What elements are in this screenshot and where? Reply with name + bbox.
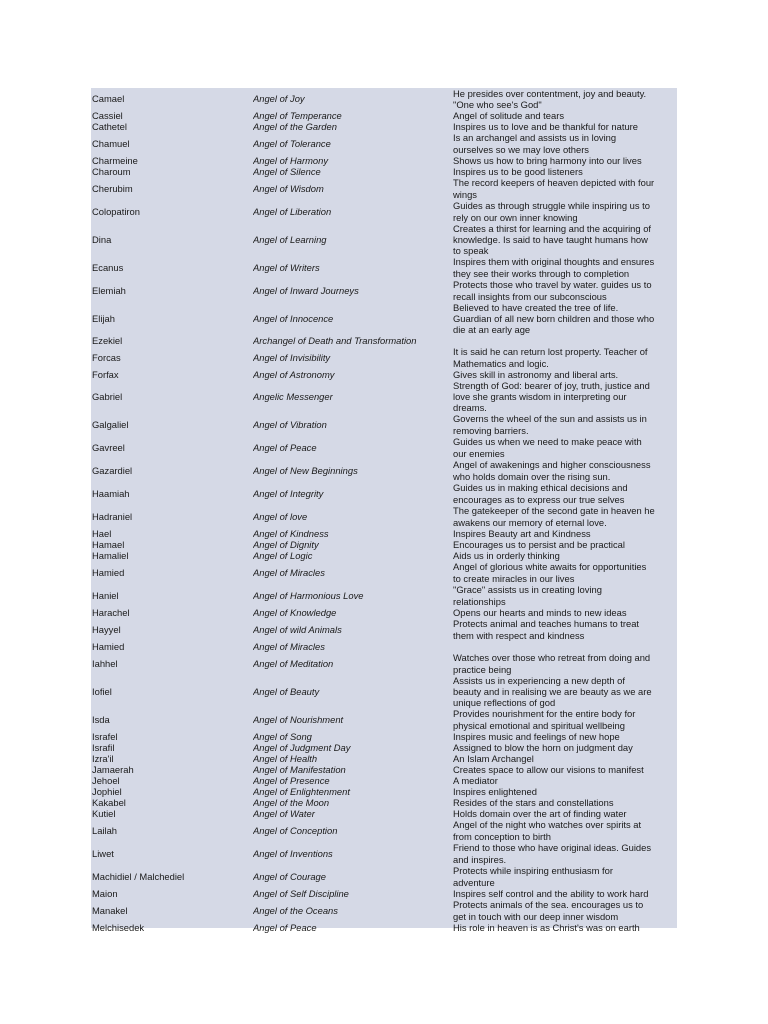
angel-description: Strength of God: bearer of joy, truth, justice and love she grants wisdom in interpreting our dreams. — [453, 380, 650, 413]
angel-description: Resides of the stars and constellations — [453, 797, 614, 808]
angel-name: Elijah — [92, 312, 115, 324]
angel-title: Angel of wild Animals — [253, 623, 342, 635]
table-row — [91, 436, 677, 459]
table-row — [91, 888, 677, 899]
table-row — [91, 539, 677, 550]
angel-name: Isda — [92, 713, 110, 725]
angel-description: It is said he can return lost property. Teacher of Mathematics and logic. — [453, 346, 648, 369]
angel-description: He presides over contentment, joy and beauty. "One who see's God" — [453, 88, 647, 110]
angel-title: Angel of Writers — [253, 261, 320, 273]
angel-title: Angel of the Moon — [253, 797, 330, 808]
angel-title: Angel of Wisdom — [253, 182, 324, 194]
angel-title: Angel of Logic — [253, 550, 313, 561]
table-row — [91, 369, 677, 380]
angel-title: Angel of Meditation — [253, 657, 334, 669]
angel-name: Jamaerah — [92, 764, 134, 775]
table-row — [91, 155, 677, 166]
angel-name: Haniel — [92, 589, 119, 601]
angel-description: Guides us in making ethical decisions and encourages as to express our true selves — [453, 482, 628, 505]
angel-title: Angel of Judgment Day — [253, 742, 351, 753]
table-row — [91, 346, 677, 369]
angel-title: Angel of Dignity — [253, 539, 319, 550]
angel-description: Inspires self control and the ability to work hard — [453, 888, 649, 899]
table-row — [91, 819, 677, 842]
table-row — [91, 132, 677, 155]
angel-description: Holds domain over the art of finding water — [453, 808, 627, 819]
table-row — [91, 742, 677, 753]
angel-name: Kakabel — [92, 797, 126, 808]
table-row — [91, 842, 677, 865]
table-row — [91, 899, 677, 922]
table-row — [91, 641, 677, 652]
angel-title: Angel of Tolerance — [253, 137, 331, 149]
angel-description: Inspires Beauty art and Kindness — [453, 528, 591, 539]
angel-description: Assists us in experiencing a new depth of beauty and in realising we are beauty as we are unique reflections of god — [453, 675, 652, 708]
angel-name: Izra'il — [92, 753, 114, 764]
table-row — [91, 528, 677, 539]
angel-description: Encourages us to persist and be practical — [453, 539, 625, 550]
angel-description: "Grace" assists us in creating loving relationships — [453, 584, 602, 607]
angel-title: Angel of Presence — [253, 775, 330, 786]
angel-description: Protects animal and teaches humans to treat them with respect and kindness — [453, 618, 640, 641]
table-row — [91, 865, 677, 888]
table-row — [91, 797, 677, 808]
angel-name: Hadraniel — [92, 510, 133, 522]
angel-name: Cathetel — [92, 121, 127, 132]
angel-name: Haamiah — [92, 487, 130, 499]
angel-description: Creates a thirst for learning and the acquiring of knowledge. Is said to have taught humans how to speak — [453, 223, 652, 256]
table-row — [91, 550, 677, 561]
angel-name: Cherubim — [92, 182, 133, 194]
angel-title: Angel of Peace — [253, 441, 317, 453]
angel-title: Angel of Enlightenment — [253, 786, 350, 797]
angel-title: Angel of Invisibility — [253, 351, 331, 363]
angel-name: Jehoel — [92, 775, 120, 786]
angel-description: Inspires us to love and be thankful for nature — [453, 121, 639, 132]
angel-description: Angel of awakenings and higher consciousness who holds domain over the rising sun. — [453, 459, 651, 482]
angel-name: Jophiel — [92, 786, 122, 797]
angel-description: Watches over those who retreat from doing and practice being — [453, 652, 651, 675]
angel-description: Aids us in orderly thinking — [453, 550, 560, 561]
angel-description: Inspires them with original thoughts and ensures they see their works through to completion — [453, 256, 655, 279]
angel-title: Angel of Silence — [253, 166, 321, 177]
table-row — [91, 808, 677, 819]
angel-title: Angel of Harmony — [253, 155, 329, 166]
angel-title: Angel of Integrity — [253, 487, 324, 499]
table-row — [91, 335, 677, 346]
angel-title: Angel of Inward Journeys — [253, 284, 359, 296]
angel-name: Hayyel — [92, 623, 121, 635]
angel-name: Melchisedek — [92, 922, 145, 933]
table-row — [91, 177, 677, 200]
angel-name: Hamael — [92, 539, 125, 550]
angel-description: Friend to those who have original ideas. Guides and inspires. — [453, 842, 652, 865]
angel-title: Angel of Kindness — [253, 528, 329, 539]
angel-name: Manakel — [92, 904, 128, 916]
angel-title: Angel of Manifestation — [253, 764, 346, 775]
table-row — [91, 607, 677, 618]
table-row — [91, 121, 677, 132]
table-row — [91, 675, 677, 708]
table-row — [91, 764, 677, 775]
angel-description: Assigned to blow the horn on judgment day — [453, 742, 633, 753]
table-row — [91, 786, 677, 797]
angel-description: Gives skill in astronomy and liberal arts. — [453, 369, 619, 380]
angel-title: Angel of Temperance — [253, 110, 342, 121]
table-row — [91, 482, 677, 505]
angel-name: Gabriel — [92, 390, 123, 402]
table-row — [91, 302, 677, 335]
table-row — [91, 88, 677, 110]
angel-name: Israfel — [92, 731, 118, 742]
table-row — [91, 413, 677, 436]
angel-title: Angel of Peace — [253, 922, 317, 933]
angel-description: Opens our hearts and minds to new ideas — [453, 607, 627, 618]
table-row — [91, 166, 677, 177]
angel-name: Liwet — [92, 847, 114, 859]
angel-table — [91, 88, 677, 933]
table-row — [91, 922, 677, 933]
angel-name: Harachel — [92, 607, 130, 618]
angel-title: Angel of Song — [253, 731, 312, 742]
table-row — [91, 380, 677, 413]
angel-description: Angel of the night who watches over spirits at from conception to birth — [453, 819, 642, 842]
angel-description: The record keepers of heaven depicted with four wings — [453, 177, 655, 200]
table-body — [91, 88, 677, 933]
angel-title: Angel of Knowledge — [253, 607, 337, 618]
angel-description: Angel of solitude and tears — [453, 110, 565, 121]
table-row — [91, 110, 677, 121]
angel-title: Archangel of Death and Transformation — [253, 335, 417, 346]
angel-name: Machidiel / Malchediel — [92, 870, 185, 882]
table-row — [91, 708, 677, 731]
angel-description: Shows us how to bring harmony into our lives — [453, 155, 642, 166]
angel-title: Angel of love — [253, 510, 308, 522]
angel-description: Is an archangel and assists us in loving ourselves so we may love others — [453, 132, 617, 155]
table-row — [91, 618, 677, 641]
angel-name: Lailah — [92, 824, 118, 836]
angel-name: Galgaliel — [92, 418, 129, 430]
angel-description: Protects those who travel by water. guides us to recall insights from our subconscious — [453, 279, 652, 302]
angel-name: Israfil — [92, 742, 115, 753]
angel-name: Hael — [92, 528, 112, 539]
angel-name: Camael — [92, 93, 125, 105]
angel-description: Guides as through struggle while inspiring us to rely on our own inner knowing — [453, 200, 650, 223]
angel-description: Inspires enlightened — [453, 786, 537, 797]
angel-description: Guides us when we need to make peace with our enemies — [453, 436, 642, 459]
angel-name: Gavreel — [92, 441, 125, 453]
angel-title: Angel of Courage — [253, 870, 326, 882]
table-row — [91, 753, 677, 764]
angel-name: Maion — [92, 888, 118, 899]
angel-title: Angel of Miracles — [253, 641, 325, 652]
angel-title: Angel of the Oceans — [253, 904, 338, 916]
angel-title: Angel of Self Discipline — [253, 888, 349, 899]
angel-description: Creates space to allow our visions to manifest — [453, 764, 644, 775]
table-row — [91, 652, 677, 675]
angel-title: Angel of Learning — [253, 233, 327, 245]
angel-title: Angel of Inventions — [253, 847, 333, 859]
angel-description: A mediator — [453, 775, 498, 786]
angel-title: Angel of Beauty — [253, 685, 320, 697]
angel-description: Inspires music and feelings of new hope — [453, 731, 620, 742]
angel-name: Iahhel — [92, 657, 118, 669]
angel-description: The gatekeeper of the second gate in heaven he awakens our memory of eternal love. — [453, 505, 655, 528]
angel-name: Elemiah — [92, 284, 126, 296]
angel-description: Angel of glorious white awaits for opportunities to create miracles in our lives — [453, 561, 647, 584]
table-row — [91, 279, 677, 302]
angel-title: Angel of New Beginnings — [253, 464, 358, 476]
table-row — [91, 584, 677, 607]
table-row — [91, 731, 677, 742]
angel-name: Hamaliel — [92, 550, 129, 561]
angel-description: His role in heaven is as Christ's was on earth — [453, 922, 640, 933]
table-row — [91, 775, 677, 786]
angel-name: Cassiel — [92, 110, 123, 121]
table-row — [91, 200, 677, 223]
angel-title: Angel of Water — [253, 808, 315, 819]
angel-name: Forcas — [92, 351, 121, 363]
angel-title: Angel of Health — [253, 753, 318, 764]
angel-description: Believed to have created the tree of life. Guardian of all new born children and those who die at an early age — [453, 302, 655, 335]
angel-name: Gazardiel — [92, 464, 133, 476]
angel-description: Protects animals of the sea. encourages us to get in touch with our deep inner wisdom — [453, 899, 644, 922]
angel-name: Ecanus — [92, 261, 124, 273]
angel-title: Angelic Messenger — [253, 390, 333, 402]
angel-description: Protects while inspiring enthusiasm for adventure — [453, 865, 613, 888]
angel-name: Chamuel — [92, 137, 130, 149]
angel-name: Ezekiel — [92, 335, 123, 346]
angel-name: Dina — [92, 233, 112, 245]
angel-title: Angel of Nourishment — [253, 713, 344, 725]
angel-title: Angel of Innocence — [253, 312, 334, 324]
angel-name: Forfax — [92, 369, 119, 380]
angel-title: Angel of Astronomy — [253, 369, 335, 380]
angel-description: Governs the wheel of the sun and assists us in removing barriers. — [453, 413, 647, 436]
angel-description: Provides nourishment for the entire body for physical emotional and spiritual wellbeing — [453, 708, 636, 731]
angel-title: Angel of the Garden — [253, 121, 337, 132]
angel-title: Angel of Conception — [253, 824, 338, 836]
angel-name: Iofiel — [92, 685, 112, 697]
angel-name: Colopatiron — [92, 205, 140, 217]
table-row — [91, 505, 677, 528]
angel-name: Hamied — [92, 566, 125, 578]
angel-title: Angel of Vibration — [253, 418, 327, 430]
angel-name: Hamied — [92, 641, 125, 652]
angel-name: Charoum — [92, 166, 131, 177]
table-row — [91, 256, 677, 279]
angel-description: An Islam Archangel — [453, 753, 534, 764]
angel-title: Angel of Liberation — [253, 205, 332, 217]
table-row — [91, 223, 677, 256]
angel-name: Kutiel — [92, 808, 116, 819]
table-row — [91, 561, 677, 584]
angel-description: Inspires us to be good listeners — [453, 166, 583, 177]
table-row — [91, 459, 677, 482]
angel-title: Angel of Miracles — [253, 566, 325, 578]
angel-title: Angel of Harmonious Love — [253, 589, 364, 601]
angel-name: Charmeine — [92, 155, 138, 166]
angel-title: Angel of Joy — [253, 93, 305, 105]
